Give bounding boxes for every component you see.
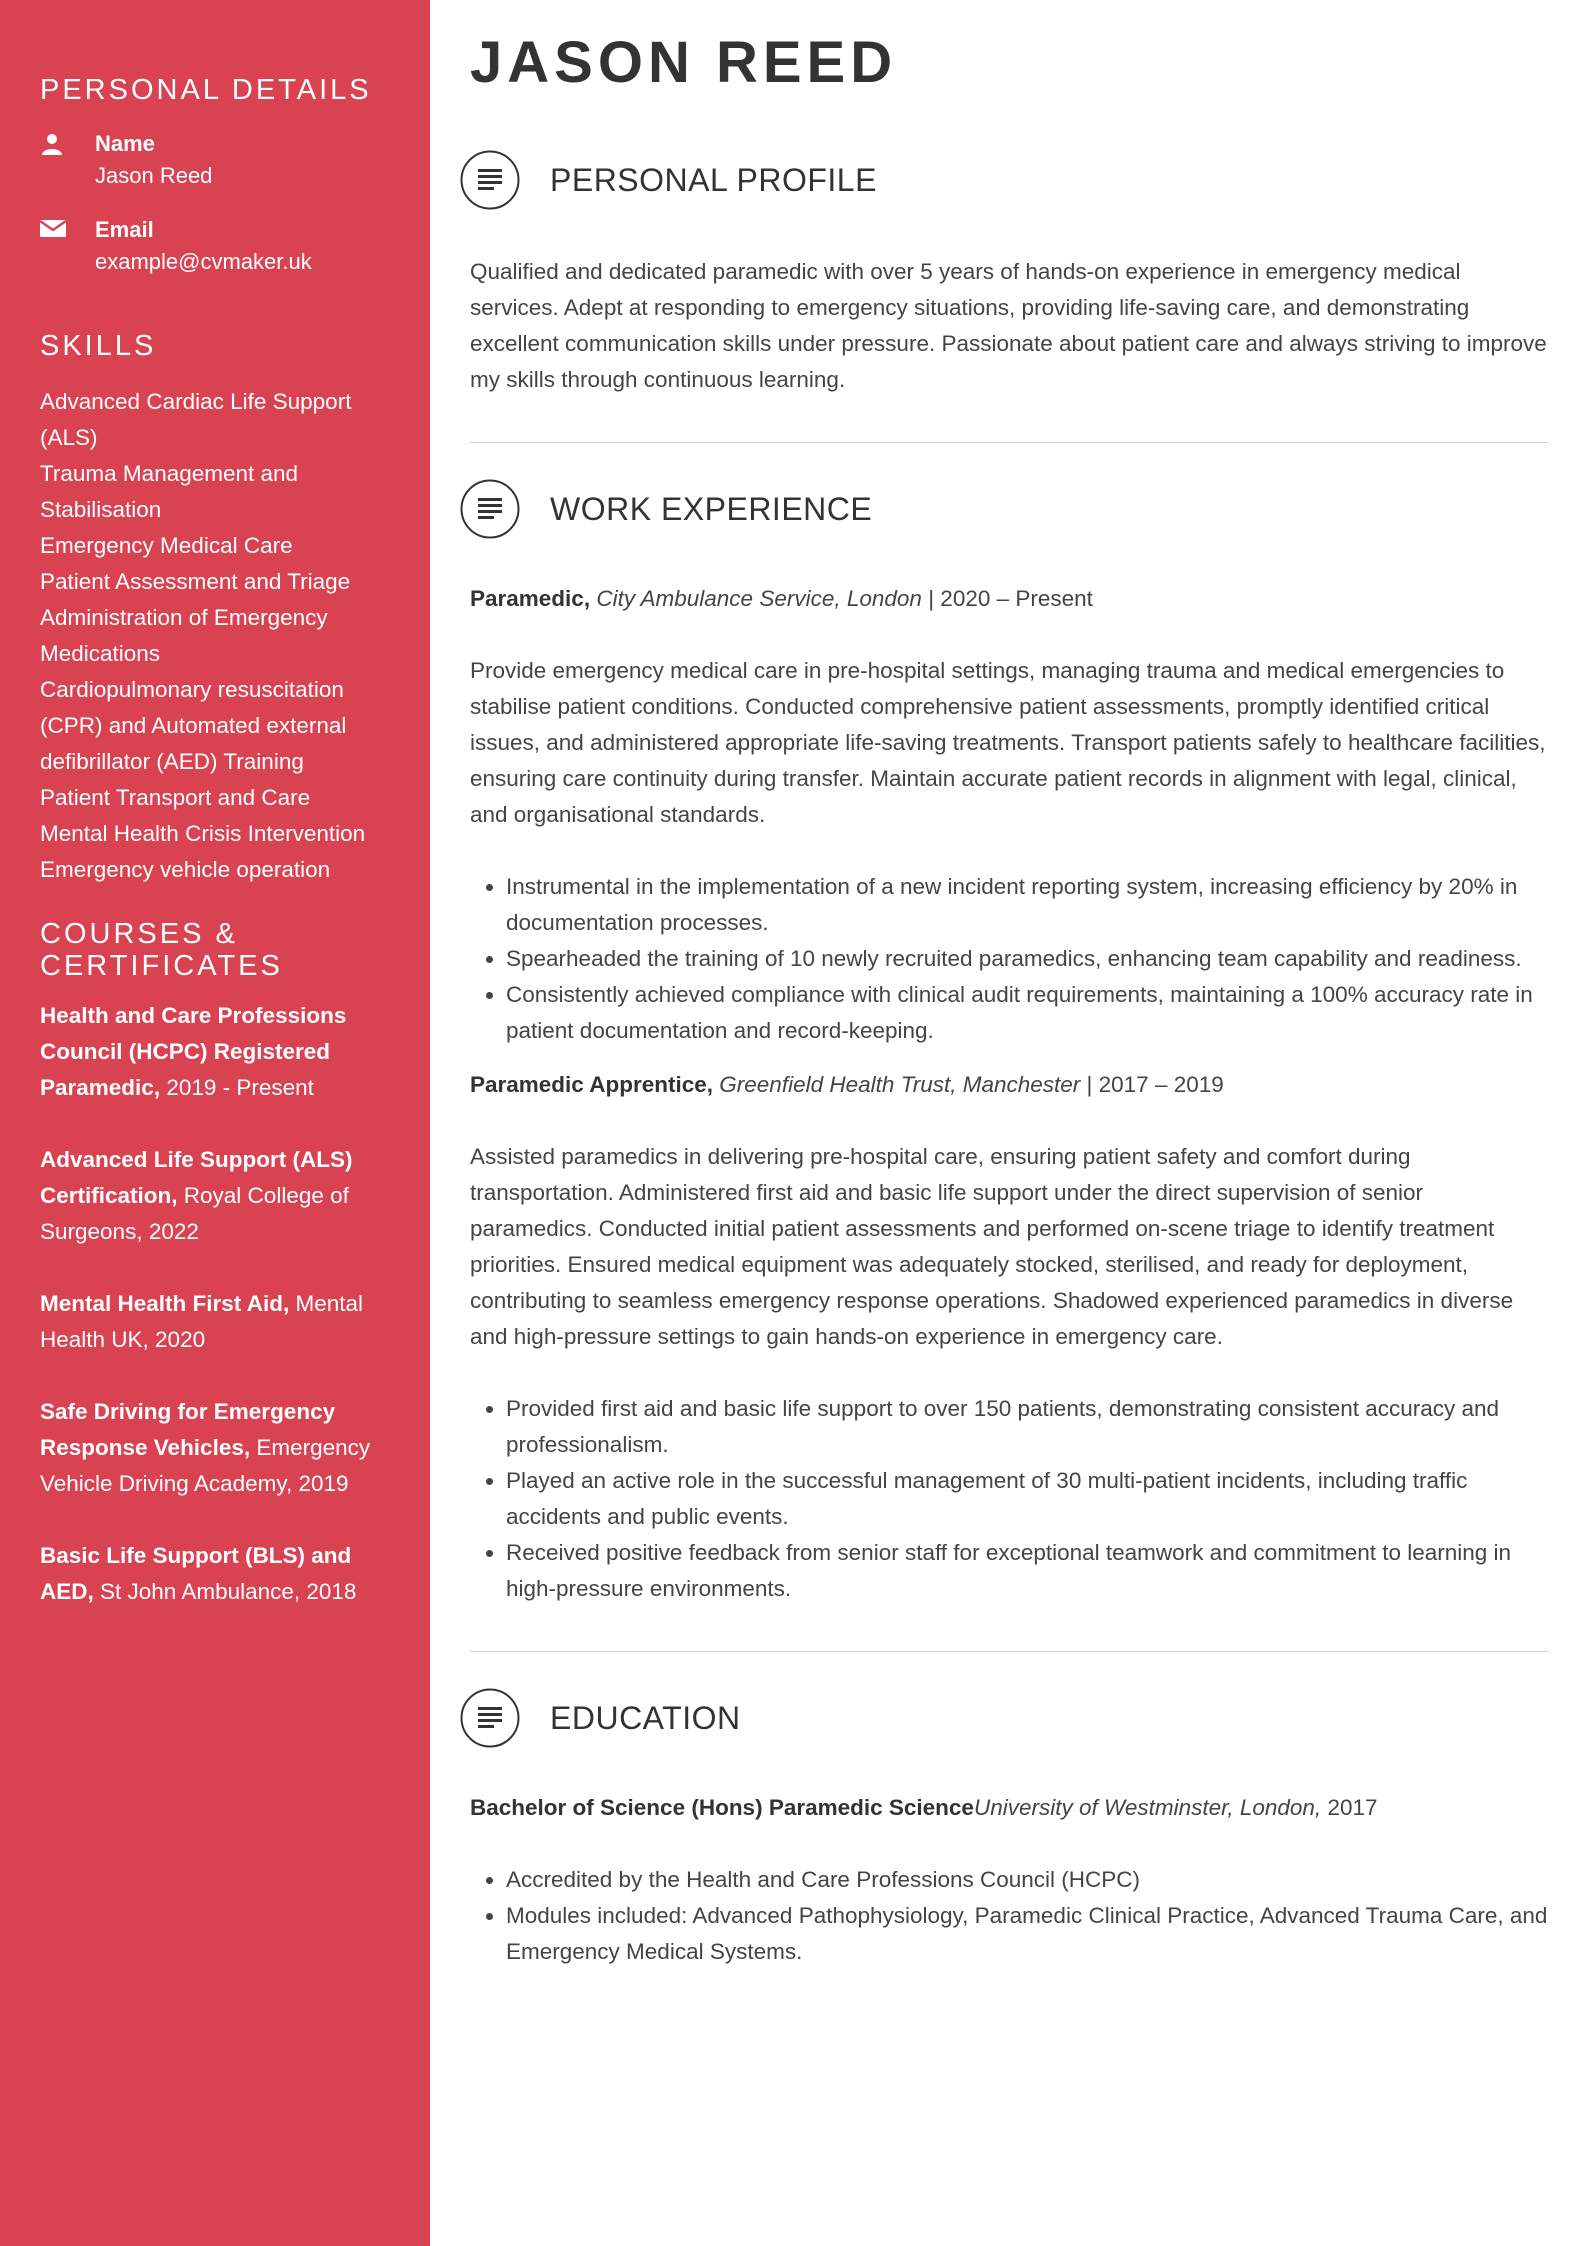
envelope-icon — [40, 214, 95, 243]
job-description: Assisted paramedics in delivering pre-hospital care, ensuring patient safety and comfort during transportation. Administered first aid and basic life support under the direct supervision of senior paramedics. Conducted initial patient assessments and performed on-scene triage to identify treatment priorities. Ensured medical equipment was adequately stocked, sterilised, and ready for deployment, contributing to seamless emergency response operations. Shadowed experienced paramedics in diverse and high-pressure settings to gain hands-on experience in emergency care. — [470, 1144, 1514, 1349]
course-title: Health and Care Professions Council (HCPC) Registered Paramedic, — [40, 1003, 347, 1100]
email-label: Email — [95, 217, 154, 242]
courses-heading-line-2: CERTIFICATES — [40, 950, 283, 982]
skill-item: Administration of Emergency Medications — [40, 605, 328, 666]
work-title: WORK EXPERIENCE — [550, 490, 873, 527]
work-section-header — [460, 479, 1548, 539]
text-lines-icon — [460, 150, 520, 210]
profile-title: PERSONAL PROFILE — [550, 161, 877, 198]
skill-item: Advanced Cardiac Life Support (ALS) — [40, 389, 352, 450]
job-employer: City Ambulance Service, London — [596, 586, 922, 611]
course-title: Mental Health First Aid, — [40, 1291, 290, 1316]
job-description: Provide emergency medical care in pre-hospital settings, managing trauma and medical emergencies to stabilise patient conditions. Conducted comprehensive patient assessments, promptly identified critical issues, and administered appropriate life-saving treatments. Transport patients safely to healthcare facilities, ensuring care continuity during transfer. Maintain accurate patient records in alignment with legal, clinical, and organisational standards. — [470, 658, 1546, 827]
skill-item: Mental Health Crisis Intervention — [40, 821, 366, 846]
skill-item: Cardiopulmonary resuscitation (CPR) and Automated external defibrillator (AED) Training — [40, 677, 347, 774]
achievement-item: • Instrumental in the implementation of a new incident reporting system, increasing efficiency by 20% in documentation processes. — [506, 869, 1548, 941]
education-detail-item: • Modules included: Advanced Pathophysiology, Paramedic Clinical Practice, Advanced Trauma Care, and Emergency Medical Systems. — [506, 1898, 1548, 1970]
course-item — [40, 1394, 390, 1502]
course-item — [40, 998, 390, 1106]
job-heading — [470, 581, 1548, 617]
candidate-name: JASON REED — [470, 30, 898, 95]
job-achievements — [470, 869, 1548, 1049]
person-icon — [40, 128, 95, 161]
education-section-header — [460, 1688, 1548, 1748]
course-detail: Mental Health UK, 2020 — [40, 1291, 363, 1352]
personal-details-heading: PERSONAL DETAILS — [40, 74, 372, 106]
job-heading — [470, 1067, 1548, 1103]
divider — [470, 1651, 1548, 1652]
detail-email — [40, 214, 390, 278]
skill-item: Emergency vehicle operation — [40, 857, 331, 882]
course-detail: Emergency Vehicle Driving Academy, 2019 — [40, 1435, 371, 1496]
education-detail-item: • Accredited by the Health and Care Professions Council (HCPC) — [506, 1862, 1548, 1898]
job-achievements — [470, 1391, 1548, 1607]
course-item — [40, 1286, 390, 1358]
course-title: Advanced Life Support (ALS) Certification, — [40, 1147, 353, 1208]
profile-section-header — [460, 150, 1548, 210]
sidebar — [0, 0, 430, 2246]
main-content — [470, 0, 1548, 1970]
course-item — [40, 1142, 390, 1250]
achievement-item: • Played an active role in the successful management of 30 multi-patient incidents, including traffic accidents and public events. — [506, 1463, 1548, 1535]
name-value: Jason Reed — [95, 163, 213, 188]
achievement-item: • Provided first aid and basic life support to over 150 patients, demonstrating consistent accuracy and professionalism. — [506, 1391, 1548, 1463]
skills-list — [40, 384, 390, 888]
course-detail: Royal College of Surgeons, 2022 — [40, 1183, 349, 1244]
education-heading — [470, 1790, 1548, 1826]
course-item — [40, 1538, 390, 1610]
course-title: Basic Life Support (BLS) and AED, — [40, 1543, 352, 1604]
courses-heading-line-1: COURSES & — [40, 918, 238, 950]
divider — [470, 442, 1548, 443]
education-school: University of Westminster, London, — [973, 1795, 1322, 1820]
job-role: Paramedic Apprentice, — [470, 1072, 714, 1097]
course-detail: 2019 - Present — [160, 1075, 314, 1100]
courses-heading — [40, 918, 390, 982]
email-value[interactable]: example@cvmaker.uk — [95, 249, 312, 274]
text-lines-icon — [460, 1688, 520, 1748]
profile-text: Qualified and dedicated paramedic with over 5 years of hands-on experience in emergency medical services. Adept at responding to emergency situations, providing life-saving care, and demonstrating excellent communication skills under pressure. Passionate about patient care and always striving to improve my skills through continuous learning. — [470, 259, 1547, 392]
achievement-item: • Received positive feedback from senior staff for exceptional teamwork and commitment to learning in high-pressure environments. — [506, 1535, 1548, 1607]
detail-name — [40, 128, 390, 192]
education-year: 2017 — [1321, 1795, 1378, 1820]
achievement-item: • Spearheaded the training of 10 newly recruited paramedics, enhancing team capability and readiness. — [506, 941, 1548, 977]
achievement-item: • Consistently achieved compliance with clinical audit requirements, maintaining a 100% accuracy rate in patient documentation and record-keeping. — [506, 977, 1548, 1049]
job-dates: | 2020 – Present — [928, 586, 1093, 611]
skill-item: Trauma Management and Stabilisation — [40, 461, 299, 522]
name-label: Name — [95, 131, 155, 156]
course-detail: St John Ambulance, 2018 — [93, 1579, 357, 1604]
text-lines-icon — [460, 479, 520, 539]
skill-item: Emergency Medical Care — [40, 533, 293, 558]
education-degree: Bachelor of Science (Hons) Paramedic Science — [470, 1795, 974, 1820]
job-role: Paramedic, — [470, 586, 591, 611]
course-title: Safe Driving for Emergency Response Vehicles, — [40, 1399, 336, 1460]
skill-item: Patient Assessment and Triage — [40, 569, 351, 594]
skills-heading: SKILLS — [40, 330, 157, 362]
education-details — [470, 1862, 1548, 1970]
job-dates: | 2017 – 2019 — [1086, 1072, 1224, 1097]
skill-item: Patient Transport and Care — [40, 785, 311, 810]
education-title: EDUCATION — [550, 1699, 741, 1736]
job-employer: Greenfield Health Trust, Manchester — [719, 1072, 1081, 1097]
